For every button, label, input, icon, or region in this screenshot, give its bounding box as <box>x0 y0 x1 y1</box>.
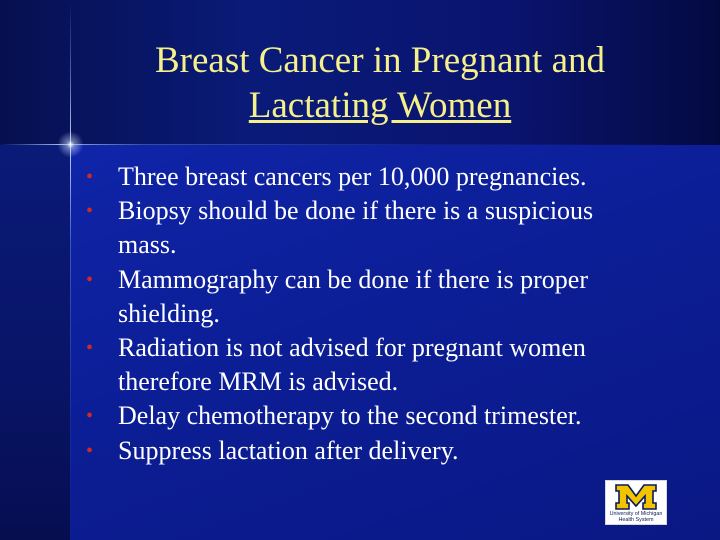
block-m-icon <box>614 483 658 511</box>
bullet-text: Biopsy should be done if there is a suspicious mass. <box>118 196 594 260</box>
bullet-icon: • <box>86 268 94 291</box>
bullet-list <box>86 160 656 468</box>
bullet-item <box>86 399 656 433</box>
decorative-horizontal-line <box>0 144 720 145</box>
decorative-vertical-line <box>70 0 71 540</box>
slide-title <box>100 38 660 128</box>
bullet-icon: • <box>86 166 94 188</box>
logo-line-2: Health System <box>618 517 654 523</box>
bullet-item <box>86 160 656 194</box>
university-of-michigan-logo <box>605 480 667 525</box>
bullet-text: Mammography can be done if there is proper shielding. <box>118 264 589 328</box>
slide-title-line-2: Lactating Women <box>248 85 512 126</box>
bullet-text: Delay chemotherapy to the second trimester. <box>118 401 582 431</box>
bullet-icon: • <box>86 405 94 428</box>
slide-title-line-1: Breast Cancer in Pregnant and <box>154 40 606 81</box>
bullet-text: Radiation is not advised for pregnant women therefore MRM is advised. <box>118 333 586 397</box>
bullet-text: Suppress lactation after delivery. <box>118 435 459 465</box>
bullet-item <box>86 331 656 399</box>
bullet-icon: • <box>86 200 94 223</box>
bullet-icon: • <box>86 337 94 360</box>
logo-line-1: University of Michigan <box>609 511 663 517</box>
bullet-item <box>86 194 656 262</box>
sparkle-icon <box>55 129 86 160</box>
bullet-item <box>86 434 656 468</box>
background-left-band <box>0 145 70 540</box>
bullet-text: Three breast cancers per 10,000 pregnancies. <box>118 162 587 191</box>
bullet-item <box>86 263 656 331</box>
bullet-icon: • <box>86 439 94 462</box>
